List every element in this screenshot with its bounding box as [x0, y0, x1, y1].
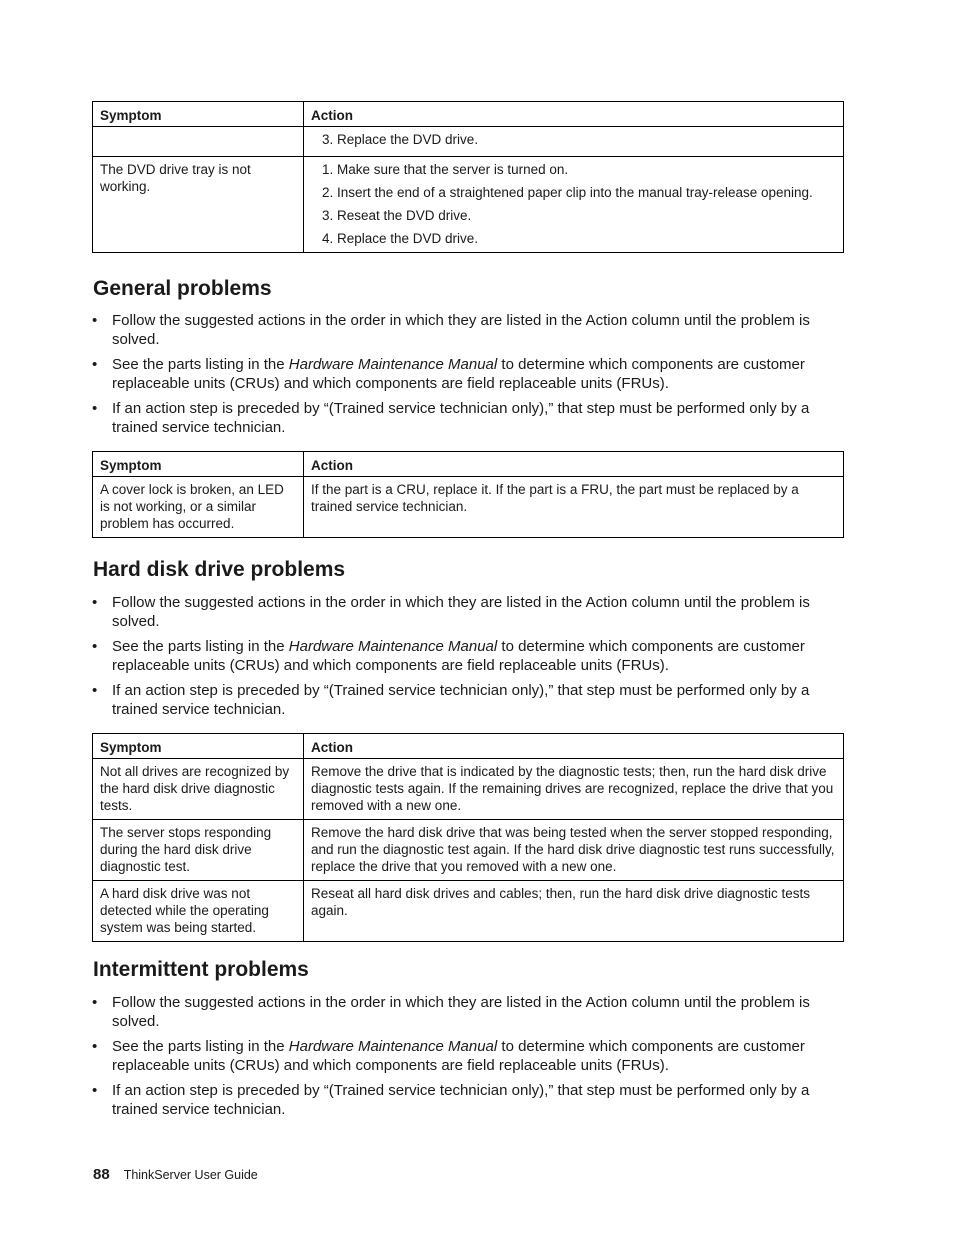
section-title-hdd: Hard disk drive problems [93, 558, 346, 581]
action-header: Action [304, 452, 844, 477]
symptom-cell: A cover lock is broken, an LED is not working, or a similar problem has occurred. [93, 477, 304, 538]
bullet-icon: • [92, 1082, 98, 1099]
manual-title: Hardware Maintenance Manual [288, 356, 498, 373]
section-title-intermittent: Intermittent problems [93, 958, 309, 981]
bullet-icon: • [92, 994, 98, 1011]
hdd-bullet-list [92, 594, 848, 726]
bullet-item: • If an action step is preceded by “(Trained service technician only),” that step must be performed only by a trained service technician. [92, 682, 810, 718]
action-step: 4. Replace the DVD drive. [337, 230, 836, 247]
action-header: Action [304, 734, 844, 759]
intermittent-bullet-list [92, 994, 848, 1126]
page-footer [93, 1166, 258, 1183]
table-row [93, 881, 844, 942]
action-cell [304, 127, 844, 157]
bullet-item: • Follow the suggested actions in the order in which they are listed in the Action column until the problem is solved. [92, 994, 810, 1030]
bullet-icon: • [92, 638, 98, 655]
table-row [93, 477, 844, 538]
bullet-item: • If an action step is preceded by “(Trained service technician only),” that step must be performed only by a trained service technician. [92, 1082, 810, 1118]
bullet-icon: • [92, 356, 98, 373]
action-cell: Remove the hard disk drive that was being tested when the server stopped responding, and run the diagnostic test again. If the hard disk drive diagnostic test runs successfully, replace the drive that you removed with a new one. [304, 820, 844, 881]
table-row [93, 157, 844, 253]
section-title-general: General problems [93, 277, 272, 300]
bullet-icon: • [92, 400, 98, 417]
action-header: Action [304, 102, 844, 127]
action-cell: If the part is a CRU, replace it. If the part is a FRU, the part must be replaced by a trained service technician. [304, 477, 844, 538]
table-row [93, 820, 844, 881]
action-steps [311, 131, 836, 148]
table-header-row [93, 102, 844, 127]
bullet-icon: • [92, 312, 98, 329]
table-row [93, 759, 844, 820]
dvd-problems-table [92, 101, 844, 253]
action-step: 3. Replace the DVD drive. [337, 131, 836, 148]
bullet-item: • See the parts listing in the Hardware Maintenance Manual to determine which components are customer replaceable units (CRUs) and which components are field replaceable units (FRUs). [92, 356, 805, 392]
guide-title: ThinkServer User Guide [123, 1168, 258, 1182]
bullet-item: • Follow the suggested actions in the order in which they are listed in the Action column until the problem is solved. [92, 312, 810, 348]
symptom-header: Symptom [93, 734, 304, 759]
bullet-item: • Follow the suggested actions in the order in which they are listed in the Action column until the problem is solved. [92, 594, 810, 630]
action-cell: Reseat all hard disk drives and cables; then, run the hard disk drive diagnostic tests again. [304, 881, 844, 942]
symptom-header: Symptom [93, 452, 304, 477]
bullet-icon: • [92, 1038, 98, 1055]
action-step: 1. Make sure that the server is turned on. [337, 161, 836, 178]
bullet-item: • If an action step is preceded by “(Trained service technician only),” that step must be performed only by a trained service technician. [92, 400, 810, 436]
bullet-item: • See the parts listing in the Hardware Maintenance Manual to determine which components are customer replaceable units (CRUs) and which components are field replaceable units (FRUs). [92, 638, 805, 674]
symptom-cell: The DVD drive tray is not working. [93, 157, 304, 253]
bullet-icon: • [92, 594, 98, 611]
symptom-header: Symptom [93, 102, 304, 127]
manual-title: Hardware Maintenance Manual [288, 1038, 498, 1055]
page-number: 88 [93, 1166, 110, 1183]
symptom-cell: The server stops responding during the hard disk drive diagnostic test. [93, 820, 304, 881]
symptom-cell [93, 127, 304, 157]
action-cell: Remove the drive that is indicated by the diagnostic tests; then, run the hard disk drive diagnostic tests again. If the remaining drives are recognized, replace the drive that you removed with a new one. [304, 759, 844, 820]
bullet-item: • See the parts listing in the Hardware Maintenance Manual to determine which components are customer replaceable units (CRUs) and which components are field replaceable units (FRUs). [92, 1038, 805, 1074]
manual-title: Hardware Maintenance Manual [288, 638, 498, 655]
bullet-icon: • [92, 682, 98, 699]
action-step: 2. Insert the end of a straightened paper clip into the manual tray-release opening. [337, 184, 836, 201]
table-row [93, 127, 844, 157]
action-step: 3. Reseat the DVD drive. [337, 207, 836, 224]
symptom-cell: Not all drives are recognized by the hard disk drive diagnostic tests. [93, 759, 304, 820]
table-header-row [93, 452, 844, 477]
action-steps [311, 161, 836, 247]
table-header-row [93, 734, 844, 759]
hdd-problems-table [92, 733, 844, 942]
general-problems-table [92, 451, 844, 538]
general-bullet-list [92, 312, 848, 444]
symptom-cell: A hard disk drive was not detected while the operating system was being started. [93, 881, 304, 942]
action-cell [304, 157, 844, 253]
